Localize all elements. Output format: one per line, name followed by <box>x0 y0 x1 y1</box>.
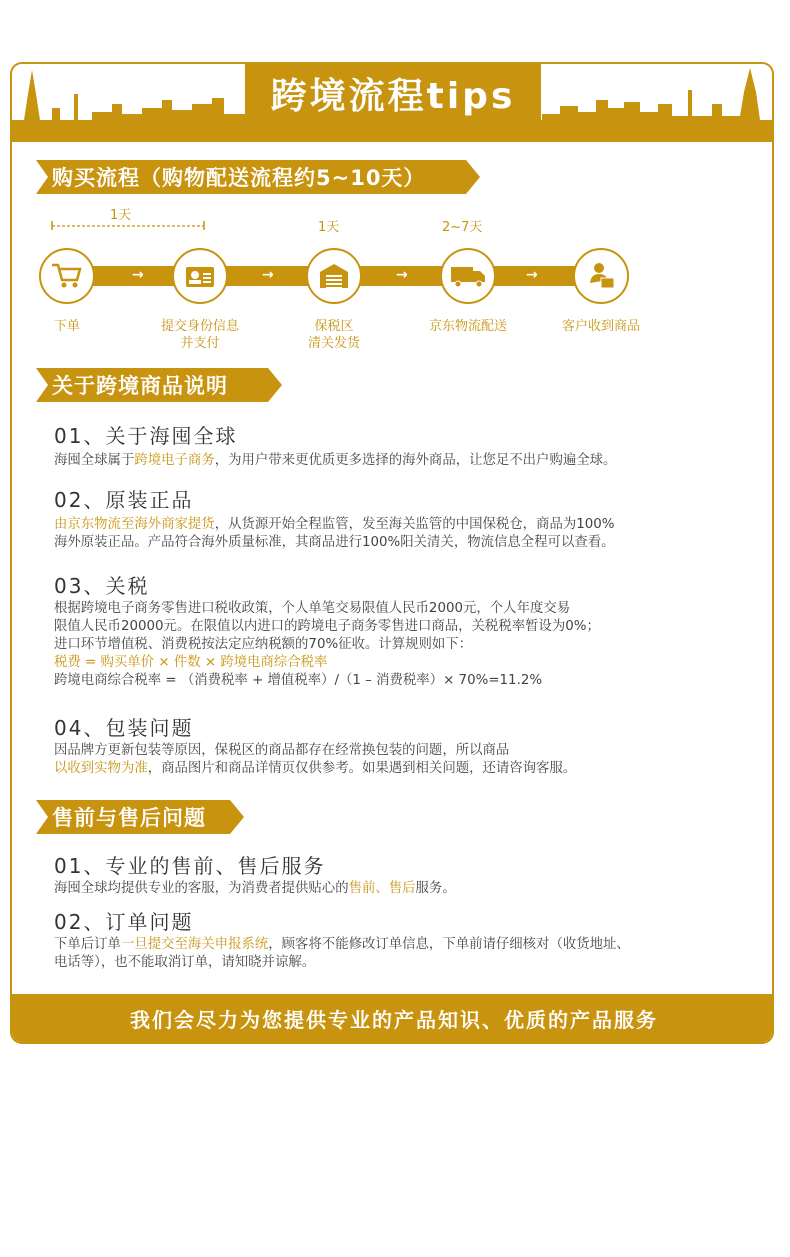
flow-arrow: → <box>526 267 538 283</box>
step-label-line: 提交身份信息 <box>160 319 239 334</box>
delivery-truck-icon <box>449 263 487 289</box>
highlight-text: 一旦提交至海关申报系统 <box>120 937 269 952</box>
step-label-bonded <box>284 318 384 352</box>
warehouse-icon <box>318 262 350 290</box>
text-line: 电话等），也不能取消订单，请知晓并谅解。 <box>54 955 316 970</box>
text-line: 根据跨境电子商务零售进口税收政策，个人单笔交易限值人民币2000元，个人年度交易 <box>54 601 571 616</box>
step-received <box>573 248 629 304</box>
service-s1-title: 01、专业的售前、售后服务 <box>54 854 326 878</box>
service-s2-text <box>54 936 744 972</box>
text-run: ，为用户带来更优质更多选择的海外商品，让您足不出户购遍全球。 <box>214 453 617 468</box>
about-s1-text <box>54 452 744 470</box>
about-s3-title: 03、关税 <box>54 574 150 598</box>
text-line: 限值人民币20000元。在限值以内进口的跨境电子商务零售进口商品，关税税率暂设为0%； <box>54 619 600 634</box>
step-label-received: 客户收到商品 <box>561 319 640 334</box>
flow-arrow: → <box>262 267 274 283</box>
text-line: 海外原装正品。产品符合海外质量标准，其商品进行100%阳关清关，物流信息全程可以查看。 <box>54 535 615 550</box>
text-run: ，从货源开始全程监管，发至海关监管的中国保税仓，商品为100% <box>214 517 615 532</box>
about-s4-title: 04、包装问题 <box>54 716 194 740</box>
highlight-text: 由京东物流至海外商家提货 <box>54 517 215 532</box>
about-s2-title: 02、原装正品 <box>54 488 194 512</box>
service-s2-title: 02、订单问题 <box>54 910 194 934</box>
text-run: 服务。 <box>415 881 456 896</box>
purchase-ribbon-label: 购买流程（购物配送流程约5~10天） <box>52 166 426 190</box>
service-ribbon-label: 售前与售后问题 <box>52 806 206 830</box>
page-title: 跨境流程tips <box>245 62 541 126</box>
step-label-id-pay <box>140 318 260 352</box>
flow-arrow: → <box>132 267 144 283</box>
step-order <box>39 248 95 304</box>
step-label-line: 保税区 <box>314 319 354 334</box>
text-line: 因品牌方更新包装等原因，保税区的商品都存在经常换包装的问题，所以商品 <box>54 743 510 758</box>
step-label-line: 清关发货 <box>307 336 360 351</box>
text-run: ，商品图片和商品详情页仅供参考。如果遇到相关问题，还请咨询客服。 <box>147 761 577 776</box>
section-ribbon-about <box>36 368 282 402</box>
footer-banner: 我们会尽力为您提供专业的产品知识、优质的产品服务 <box>12 994 774 1042</box>
tax-formula: 税费 = 购买单价 × 件数 × 跨境电商综合税率 <box>54 655 328 670</box>
duration-1: 1天 <box>110 208 132 223</box>
section-ribbon-service <box>36 800 244 834</box>
text-run: ，顾客将不能修改订单信息，下单前请仔细核对（收货地址、 <box>268 937 630 952</box>
duration-2: 1天 <box>318 220 340 235</box>
shopping-cart-icon <box>51 262 83 290</box>
about-s4-text <box>54 742 744 778</box>
text-run: 下单后订单 <box>54 937 121 952</box>
step-logistics <box>440 248 496 304</box>
about-s2-text <box>54 516 744 552</box>
text-run: 海囤全球均提供专业的客服，为消费者提供贴心的 <box>54 881 349 896</box>
customer-package-icon <box>585 261 617 291</box>
highlight-text: 以收到实物为准 <box>54 761 148 776</box>
text-line: 进口环节增值税、消费税按法定应纳税额的70%征收。计算规则如下： <box>54 637 473 652</box>
section-ribbon-purchase <box>36 160 480 194</box>
text-line: 跨境电商综合税率 = （消费税率 + 增值税率）/（1 – 消费税率）× 70%=11.2% <box>54 673 543 688</box>
step-label-line: 并支付 <box>180 336 220 351</box>
highlight-text: 跨境电子商务 <box>134 453 215 468</box>
duration-3: 2~7天 <box>442 220 483 235</box>
flow-arrow: → <box>396 267 408 283</box>
tips-card <box>10 62 774 1044</box>
id-card-icon <box>184 263 216 289</box>
about-s3-text <box>54 600 744 690</box>
about-ribbon-label: 关于跨境商品说明 <box>52 374 228 398</box>
duration-bracket <box>50 219 206 231</box>
step-label-logistics: 京东物流配送 <box>428 319 507 334</box>
text-run: 海囤全球属于 <box>54 453 135 468</box>
step-label-order: 下单 <box>53 319 80 334</box>
service-s1-text <box>54 880 744 898</box>
step-id-pay <box>172 248 228 304</box>
step-bonded-warehouse <box>306 248 362 304</box>
highlight-text: 售前、售后 <box>348 881 416 896</box>
about-s1-title: 01、关于海囤全球 <box>54 424 238 448</box>
